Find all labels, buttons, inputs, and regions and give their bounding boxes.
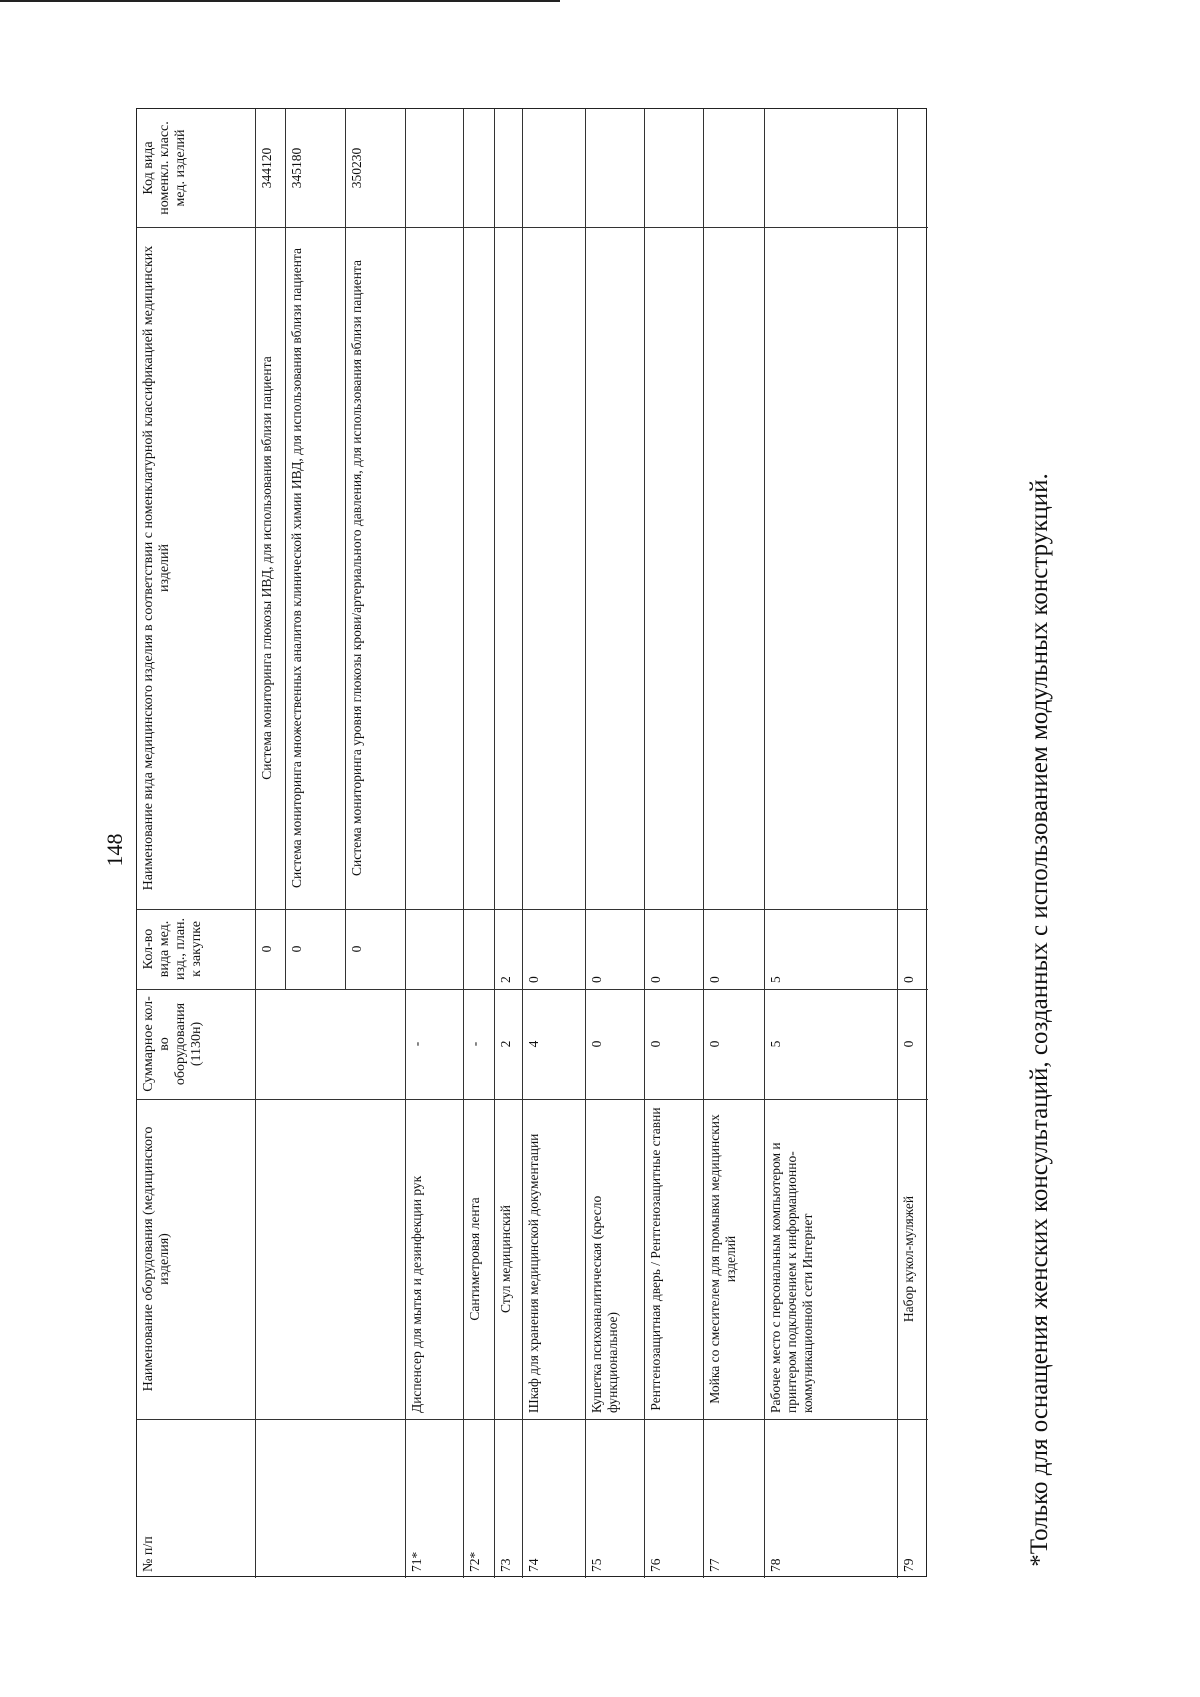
row-num: 71* [409, 1551, 424, 1572]
row-kind [644, 227, 703, 909]
scan-top-edge [0, 0, 560, 2]
row-code [703, 109, 764, 227]
sub-row-code: 344120 [259, 147, 274, 189]
row-kind [494, 227, 522, 909]
row-plan: 0 [707, 976, 722, 983]
row-plan: 0 [526, 976, 541, 983]
row-plan [405, 909, 463, 989]
footnote: *Только для оснащения женских консультаций, созданных с использованием модульных конструкций. [1026, 473, 1053, 1567]
row-plan: 2 [498, 976, 513, 983]
row-name: Набор кукол-муляжей [901, 1195, 916, 1323]
row-kind [585, 227, 644, 909]
row-total: 4 [526, 1040, 541, 1048]
row-name: Стул медицинский [498, 1205, 513, 1313]
row-plan: 0 [648, 976, 663, 983]
sub-row-kind: Система мониторинга уровня глюкозы крови/артериального давления, для использования вблизи пациента [349, 260, 364, 876]
row-num: 79 [901, 1558, 916, 1572]
sub-row-code: 345180 [289, 147, 304, 189]
row-total: 0 [589, 1040, 604, 1048]
header-num: № п/п [141, 1536, 156, 1572]
row-name: Кушетка психоаналитическая (кресло функциональное) [589, 1195, 620, 1413]
row-name: Мойка со смесителем для промывки медицинских изделий [707, 1114, 738, 1404]
row-kind [405, 227, 463, 909]
sub-row-kind: Система мониторинга глюкозы ИВД, для использования вблизи пациента [259, 356, 274, 780]
row-kind [897, 227, 928, 909]
row-total: 2 [498, 1040, 513, 1048]
equipment-table [136, 108, 927, 1577]
header-kind-name: Наименование вида медицинского изделия в соответствии с номенклатурной классификацией медицинских изделий [141, 245, 172, 891]
row-name: Сантиметровая лента [467, 1197, 482, 1321]
row-kind [463, 227, 494, 909]
row-plan [463, 909, 494, 989]
sub-row-plan: 0 [259, 945, 274, 953]
header-name: Наименование оборудования (медицинского изделия) [141, 1126, 172, 1392]
row-plan: 0 [589, 976, 604, 983]
row-total: 0 [707, 1040, 722, 1048]
row-num: 72* [467, 1551, 482, 1572]
row-total: - [467, 1041, 482, 1047]
header-code: Код вида номенкл. класс. мед. изделий [141, 121, 188, 215]
row-num: 73 [498, 1558, 513, 1572]
row-plan: 5 [768, 976, 783, 983]
row-plan: 0 [901, 976, 916, 983]
row-num: 75 [589, 1558, 604, 1572]
header-plan: Кол-во вида мед. изд., план. к закупке [141, 917, 204, 981]
sub-row-plan: 0 [349, 945, 364, 953]
row-code [764, 109, 897, 227]
row-code [405, 109, 463, 227]
row-name: Рабочее место с персональным компьютером и принтером подключением к информационно-коммуникационной сети Интернет [768, 1142, 815, 1413]
header-total: Суммарное кол-во оборудования (1130н) [141, 996, 204, 1092]
row-name: Диспенсер для мытья и дезинфекции рук [409, 1175, 424, 1413]
sub-row-plan: 0 [289, 945, 304, 953]
row-code [585, 109, 644, 227]
row-kind [703, 227, 764, 909]
row-name: Рентгенозащитная дверь / Рентгенозащитные ставни [648, 1107, 663, 1411]
row-total: - [409, 1041, 424, 1047]
row-kind [764, 227, 897, 909]
row-code [494, 109, 522, 227]
row-total: 0 [648, 1040, 663, 1048]
row-num: 76 [648, 1558, 663, 1572]
row-num: 74 [526, 1558, 541, 1572]
page-number: 148 [102, 833, 127, 867]
row-code [897, 109, 928, 227]
sub-row-kind: Система мониторинга множественных аналитов клинической химии ИВД, для использования вблизи пациента [289, 248, 304, 888]
row-kind [522, 227, 585, 909]
row-name: Шкаф для хранения медицинской документации [526, 1133, 541, 1413]
row-num: 78 [768, 1558, 783, 1572]
row-code [463, 109, 494, 227]
row-num: 77 [707, 1558, 722, 1572]
row-code [644, 109, 703, 227]
row-total: 0 [901, 1040, 916, 1048]
row-code [522, 109, 585, 227]
row-total: 5 [768, 1040, 783, 1048]
sub-row-code: 350230 [349, 147, 364, 189]
